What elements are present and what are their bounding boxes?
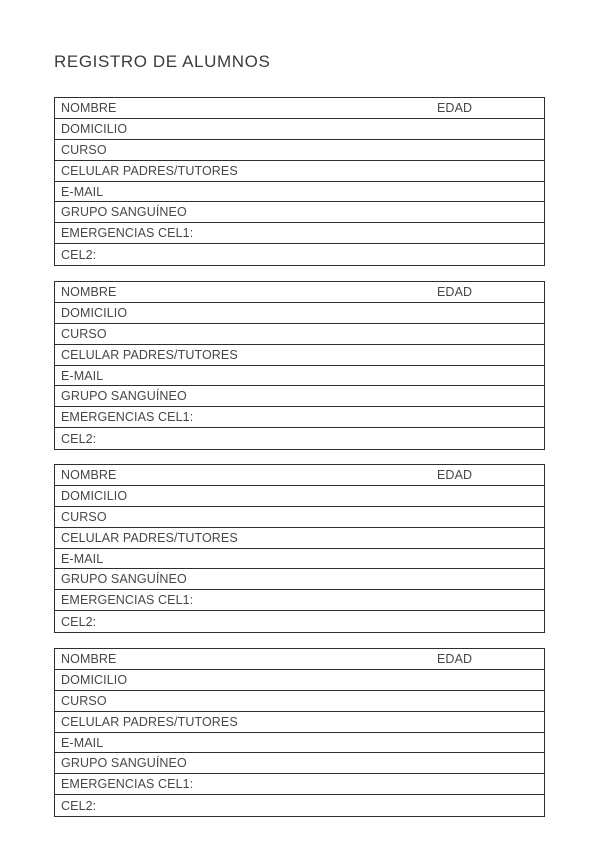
student-record-3 [54, 464, 545, 633]
email-label: E-MAIL [61, 368, 104, 383]
cel2-label: CEL2: [61, 431, 97, 446]
email-label: E-MAIL [61, 184, 104, 199]
email-label: E-MAIL [61, 735, 104, 750]
domicilio-label: DOMICILIO [61, 305, 128, 320]
celular-field[interactable] [55, 345, 544, 366]
domicilio-field[interactable] [55, 670, 544, 691]
grupo-sanguineo-label: GRUPO SANGUÍNEO [61, 572, 187, 587]
domicilio-field[interactable] [55, 486, 544, 507]
email-field[interactable] [55, 549, 544, 570]
grupo-sanguineo-field[interactable] [55, 753, 544, 774]
domicilio-field[interactable] [55, 303, 544, 324]
edad-label: EDAD [437, 284, 473, 299]
celular-field[interactable] [55, 528, 544, 549]
domicilio-label: DOMICILIO [61, 488, 128, 503]
nombre-field[interactable] [55, 465, 544, 486]
emergencias-field[interactable] [55, 223, 544, 244]
grupo-sanguineo-label: GRUPO SANGUÍNEO [61, 389, 187, 404]
email-field[interactable] [55, 733, 544, 754]
celular-field[interactable] [55, 712, 544, 733]
edad-label: EDAD [437, 651, 473, 666]
cel2-field[interactable] [55, 244, 544, 265]
grupo-sanguineo-label: GRUPO SANGUÍNEO [61, 756, 187, 771]
domicilio-label: DOMICILIO [61, 672, 128, 687]
curso-label: CURSO [61, 326, 107, 341]
emergencias-label: EMERGENCIAS CEL1: [61, 777, 194, 792]
curso-label: CURSO [61, 509, 107, 524]
domicilio-label: DOMICILIO [61, 121, 128, 136]
nombre-label: NOMBRE [61, 100, 117, 115]
nombre-field[interactable] [55, 282, 544, 303]
emergencias-field[interactable] [55, 590, 544, 611]
grupo-sanguineo-field[interactable] [55, 569, 544, 590]
cel2-field[interactable] [55, 428, 544, 449]
nombre-field[interactable] [55, 98, 544, 119]
celular-label: CELULAR PADRES/TUTORES [61, 163, 238, 178]
curso-field[interactable] [55, 324, 544, 345]
nombre-label: NOMBRE [61, 467, 117, 482]
nombre-label: NOMBRE [61, 284, 117, 299]
emergencias-label: EMERGENCIAS CEL1: [61, 410, 194, 425]
email-field[interactable] [55, 182, 544, 203]
emergencias-label: EMERGENCIAS CEL1: [61, 593, 194, 608]
domicilio-field[interactable] [55, 119, 544, 140]
emergencias-field[interactable] [55, 774, 544, 795]
cel2-field[interactable] [55, 611, 544, 632]
student-record-4 [54, 648, 545, 817]
celular-label: CELULAR PADRES/TUTORES [61, 714, 238, 729]
nombre-label: NOMBRE [61, 651, 117, 666]
curso-field[interactable] [55, 507, 544, 528]
grupo-sanguineo-label: GRUPO SANGUÍNEO [61, 205, 187, 220]
curso-field[interactable] [55, 691, 544, 712]
emergencias-field[interactable] [55, 407, 544, 428]
emergencias-label: EMERGENCIAS CEL1: [61, 226, 194, 241]
cel2-label: CEL2: [61, 247, 97, 262]
cel2-label: CEL2: [61, 798, 97, 813]
grupo-sanguineo-field[interactable] [55, 386, 544, 407]
page-title: REGISTRO DE ALUMNOS [54, 52, 271, 71]
edad-label: EDAD [437, 100, 473, 115]
grupo-sanguineo-field[interactable] [55, 202, 544, 223]
nombre-field[interactable] [55, 649, 544, 670]
celular-label: CELULAR PADRES/TUTORES [61, 530, 238, 545]
email-label: E-MAIL [61, 551, 104, 566]
student-record-2 [54, 281, 545, 450]
cel2-label: CEL2: [61, 614, 97, 629]
celular-field[interactable] [55, 161, 544, 182]
edad-label: EDAD [437, 467, 473, 482]
email-field[interactable] [55, 366, 544, 387]
cel2-field[interactable] [55, 795, 544, 816]
student-record-1 [54, 97, 545, 266]
celular-label: CELULAR PADRES/TUTORES [61, 347, 238, 362]
curso-label: CURSO [61, 693, 107, 708]
curso-field[interactable] [55, 140, 544, 161]
curso-label: CURSO [61, 142, 107, 157]
